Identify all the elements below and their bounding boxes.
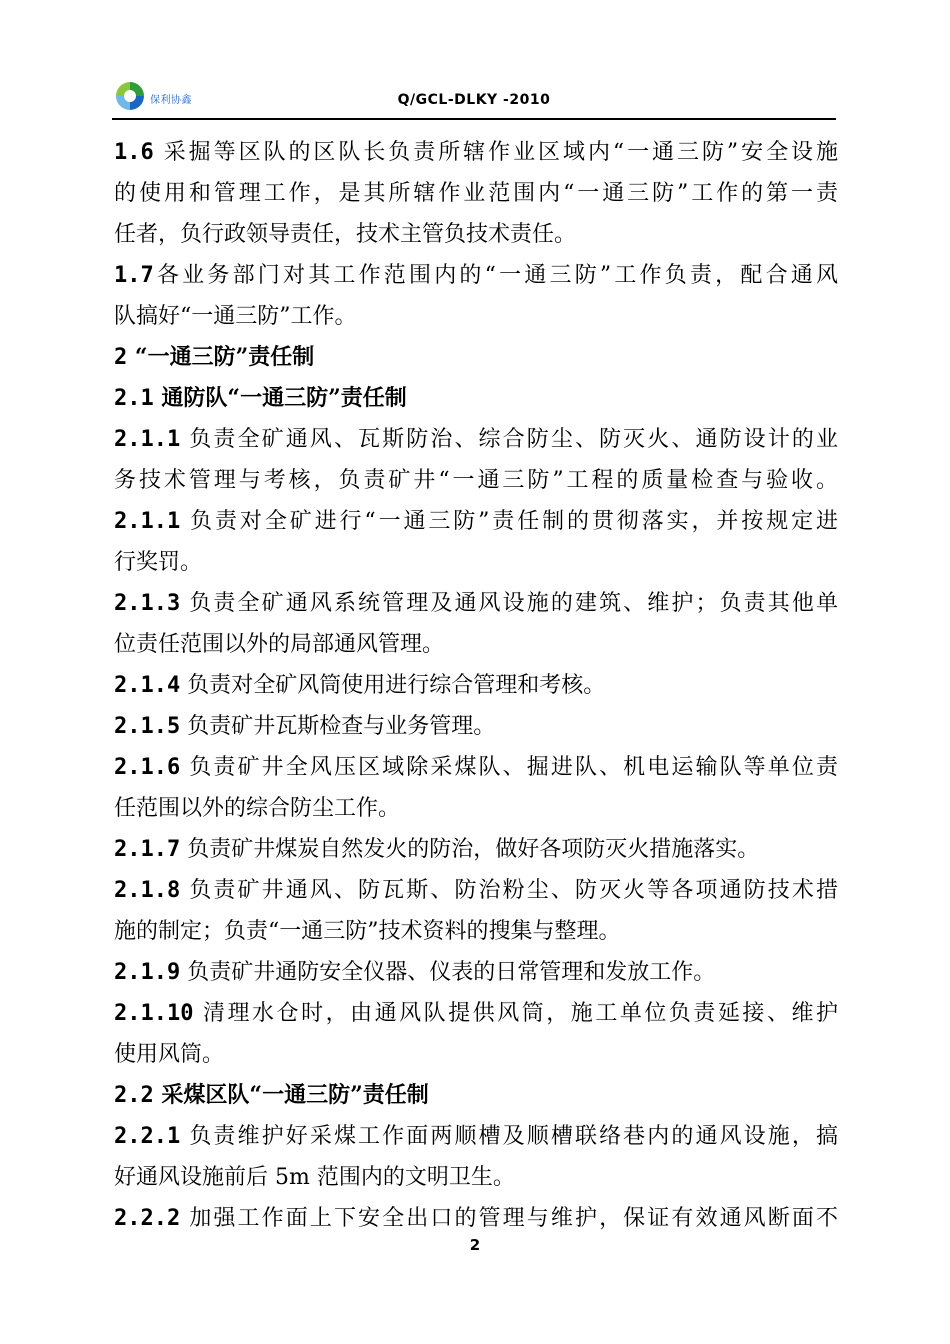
clause-line: [114, 1116, 838, 1157]
document-body: [114, 132, 838, 1239]
line-text: 负责矿井瓦斯检查与业务管理。: [180, 714, 496, 739]
text-line: [114, 214, 838, 255]
line-text: 负责对全矿风筒使用进行综合管理和考核。: [180, 673, 606, 698]
clause-number: 2.1.8: [114, 878, 181, 903]
line-text: 负责全矿通风、瓦斯防治、综合防尘、防灭火、通防设计的业: [180, 427, 838, 452]
clause-line: [114, 337, 838, 378]
clause-number: 2.1.7: [114, 837, 181, 862]
clause-line: [114, 378, 838, 419]
line-text: 行奖罚。: [114, 550, 203, 575]
clause-line: [114, 255, 838, 296]
clause-line: [114, 952, 838, 993]
page-header: [112, 78, 836, 118]
line-text: 负责矿井煤炭自然发火的防治，做好各项防灭火措施落实。: [180, 837, 760, 862]
line-text: 负责矿井通防安全仪器、仪表的日常管理和发放工作。: [180, 960, 716, 985]
line-text: 负责维护好采煤工作面两顺槽及顺槽联络巷内的通风设施，搞: [180, 1124, 838, 1149]
line-text: 各业务部门对其工作范围内的“一通三防”工作负责，配合通风: [153, 263, 838, 288]
page-number: 2: [469, 1236, 481, 1254]
clause-line: [114, 1075, 838, 1116]
line-text: “一通三防”责任制: [127, 344, 315, 370]
clause-number: 2.1.4: [114, 673, 181, 698]
clause-number: 2.2.2: [114, 1206, 181, 1231]
clause-number: 2.1.10: [114, 1001, 194, 1026]
clause-line: [114, 993, 838, 1034]
clause-line: [114, 1198, 838, 1239]
line-text: 位责任范围以外的局部通风管理。: [114, 632, 445, 657]
line-text: 施的制定；负责“一通三防”技术资料的搜集与整理。: [114, 919, 621, 944]
text-line: [114, 296, 838, 337]
line-text: 使用风筒。: [114, 1042, 225, 1067]
clause-number: 2: [114, 345, 128, 370]
clause-line: [114, 706, 838, 747]
clause-line: [114, 419, 838, 460]
clause-number: 2.1: [114, 386, 154, 411]
clause-number: 2.1.1: [114, 509, 181, 534]
text-line: [114, 173, 838, 214]
line-text: 采煤区队“一通三防”责任制: [153, 1082, 429, 1108]
text-line: [114, 542, 838, 583]
text-line: [114, 460, 838, 501]
clause-line: [114, 870, 838, 911]
text-line: [114, 624, 838, 665]
line-text: 通防队“一通三防”责任制: [153, 385, 407, 411]
text-line: [114, 911, 838, 952]
clause-number: 2.2.1: [114, 1124, 181, 1149]
line-text: 务技术管理与考核，负责矿井“一通三防”工程的质量检查与验收。: [114, 468, 838, 493]
clause-line: [114, 583, 838, 624]
clause-line: [114, 665, 838, 706]
line-text: 好通风设施前后 5m 范围内的文明卫生。: [114, 1165, 515, 1190]
line-text: 任者，负行政领导责任，技术主管负技术责任。: [114, 222, 577, 247]
clause-number: 2.1.9: [114, 960, 181, 985]
header-divider: [112, 118, 836, 120]
clause-number: 2.1.3: [114, 591, 181, 616]
line-text: 加强工作面上下安全出口的管理与维护，保证有效通风断面不: [180, 1206, 838, 1231]
line-text: 的使用和管理工作，是其所辖作业范围内“一通三防”工作的第一责: [114, 181, 838, 206]
logo-text: 保利协鑫: [150, 95, 192, 106]
line-text: 负责矿井通风、防瓦斯、防治粉尘、防灭火等各项通防技术措: [180, 878, 838, 903]
line-text: 负责全矿通风系统管理及通风设施的建筑、维护；负责其他单: [180, 591, 838, 616]
clause-line: [114, 501, 838, 542]
line-text: 负责矿井全风压区域除采煤队、掘进队、机电运输队等单位责: [180, 755, 838, 780]
text-line: [114, 1034, 838, 1075]
clause-line: [114, 829, 838, 870]
clause-number: 2.1.1: [114, 427, 181, 452]
line-text: 采掘等区队的区队长负责所辖作业区域内“一通三防”安全设施: [153, 140, 838, 165]
line-text: 负责对全矿进行“一通三防”责任制的贯彻落实，并按规定进: [180, 509, 838, 534]
clause-line: [114, 747, 838, 788]
clause-number: 2.1.5: [114, 714, 181, 739]
document-code: Q/GCL-DLKY -2010: [397, 92, 551, 108]
text-line: [114, 1157, 838, 1198]
line-text: 队搞好“一通三防”工作。: [114, 304, 357, 329]
line-text: 任范围以外的综合防尘工作。: [114, 796, 401, 821]
text-line: [114, 788, 838, 829]
clause-number: 1.6: [114, 140, 154, 165]
clause-number: 2.2: [114, 1083, 154, 1108]
clause-number: 2.1.6: [114, 755, 181, 780]
clause-line: [114, 132, 838, 173]
line-text: 清理水仓时，由通风队提供风筒，施工单位负责延接、维护: [193, 1001, 838, 1026]
clause-number: 1.7: [114, 263, 154, 288]
